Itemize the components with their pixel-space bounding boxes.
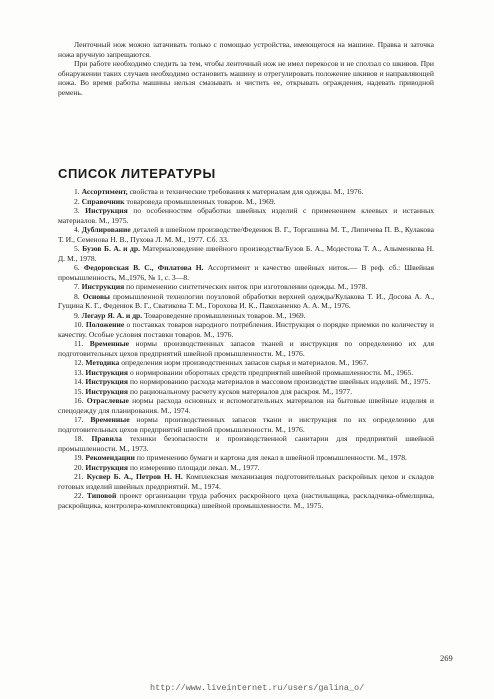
reference-text: о поставках товаров народного потребления. Инструкция о порядке приемки по количеству и качеству. Особые условия поставки товаров. М., 1976. bbox=[58, 320, 434, 339]
reference-text: проект организации труда рабочих раскройного цеха (настилыщика, раскладчика-обмелщика, раскройщика, контролера-комплектовщика) швейной промышленности. М., 1975. bbox=[58, 491, 435, 510]
reference-item bbox=[58, 368, 434, 378]
reference-text: Комплексная механизация подготовительных раскройных цехов и складов готовых изделий швейных предприятий. М., 1974. bbox=[58, 472, 434, 491]
reference-item bbox=[58, 311, 434, 321]
reference-number: 18. bbox=[74, 434, 84, 443]
reference-item bbox=[58, 263, 434, 282]
reference-text: определения норм производственных запасов сырья и материалов. М., 1967. bbox=[121, 358, 369, 367]
reference-text: по рациональному расчету кусков материалов для раскроя. М., 1977. bbox=[129, 386, 353, 396]
reference-number: 14. bbox=[74, 377, 84, 386]
reference-text: промышленной технологии поузловой обработки верхней одежды/Кулакова Т. И., Досова А. А., Гущина К. Г., Феденюк В. Г., Сватикова Т. М., Горохова И. К., Пакоханенко А. А. М., 1976. bbox=[58, 291, 435, 310]
reference-number: 2. bbox=[74, 196, 80, 206]
references-list bbox=[58, 187, 434, 510]
reference-item bbox=[58, 187, 434, 197]
reference-text: по нормированию расхода материалов в массовом производстве швейных изделий. М., 1975. bbox=[129, 377, 431, 386]
reference-number: 12. bbox=[74, 358, 84, 367]
reference-lead: Кусвер Б. А., Петров Н. Н. bbox=[86, 472, 183, 481]
reference-number: 20. bbox=[74, 462, 84, 472]
reference-item bbox=[58, 282, 434, 292]
reference-text: нормы производственных запасов ткани и инструкция по их определению для подготовительных цехов предприятий швейной промышленности. М., 1976. bbox=[58, 415, 434, 434]
reference-text: Ассортимент и качество швейных ниток.— В реф. сб.: Швейная промышленность, М.,1976, № 1, с. 3—8. bbox=[58, 263, 434, 282]
reference-item bbox=[58, 206, 434, 225]
reference-lead: Справочник bbox=[81, 196, 125, 206]
reference-lead: Легаур Я. А. и др. bbox=[81, 310, 143, 320]
reference-lead: Основы bbox=[82, 291, 110, 301]
reference-number: 19. bbox=[74, 453, 84, 462]
reference-lead: Отраслевые bbox=[86, 396, 129, 405]
reference-lead: Инструкция bbox=[85, 206, 128, 215]
reference-item bbox=[58, 244, 434, 263]
reference-lead: Положение bbox=[85, 320, 125, 329]
reference-lead: Инструкция bbox=[85, 377, 129, 386]
reference-text: по применению синтетических ниток при изготовлении одежды. М., 1978. bbox=[126, 282, 368, 291]
reference-text: свойства и технические требования к материалам для одежды. М., 1976. bbox=[129, 187, 364, 196]
reference-text: о нормировании оборотных средств предприятий швейной промышленности. М., 1965. bbox=[129, 367, 414, 377]
reference-number: 3. bbox=[74, 206, 80, 215]
reference-number: 13. bbox=[74, 367, 84, 377]
reference-text: деталей в швейном производстве/Феденюк В. Г., Торгашина М. Т., Липичева П. В., Кулакова Т. И., Семенова Н. В., Пухова Л. М. М., 1977. Сб. 33. bbox=[58, 225, 434, 244]
reference-number: 1. bbox=[74, 187, 80, 196]
reference-text: по измерению площади лекал. М., 1977. bbox=[129, 462, 260, 472]
reference-item bbox=[58, 197, 434, 207]
reference-text: нормы производственных запасов тканей и инструкция по определению их для подготовительных цехов предприятий швейной промышленности. М., 1976. bbox=[58, 339, 434, 358]
reference-text: Товароведение промышленных товаров. М., 1969. bbox=[144, 310, 306, 320]
reference-lead: Временные bbox=[89, 339, 130, 348]
reference-number: 21. bbox=[74, 472, 84, 481]
reference-number: 4. bbox=[74, 225, 80, 234]
reference-item bbox=[58, 472, 434, 491]
reference-item bbox=[58, 434, 434, 453]
reference-number: 8. bbox=[74, 291, 80, 301]
reference-item bbox=[58, 415, 434, 434]
reference-number: 7. bbox=[74, 282, 80, 291]
reference-number: 5. bbox=[74, 244, 80, 253]
watermark-url: http://www.liveinternet.ru/users/galina_o/ bbox=[150, 683, 365, 693]
intro-paragraph: При работе необходимо следить за тем, чтобы ленточный нож не имел перекосов и не сползал со шкивов. При обнаружении таких случаев необходимо остановить машину и отрегулировать положение шкивов и направляющей ножа. Во время работы машины нельзя смазывать и чистить ее, открывать ограждения, надевать приводной ремень. bbox=[58, 59, 434, 97]
reference-lead: Бузов Б. А. и др. bbox=[82, 244, 140, 253]
reference-text: техники безопасности и производственной санитарии для предприятий швейной промышленности. М., 1973. bbox=[58, 434, 434, 453]
reference-text: нормы расхода основных и вспомогательных материалов на бытовые швейные изделия и спецодежду для планирования. М., 1974. bbox=[58, 396, 434, 415]
reference-item bbox=[58, 463, 434, 473]
reference-lead: Методика bbox=[85, 358, 120, 367]
reference-lead: Временные bbox=[90, 415, 130, 424]
intro-section bbox=[58, 40, 434, 98]
reference-number: 16. bbox=[74, 396, 84, 405]
reference-item bbox=[58, 320, 434, 339]
reference-lead: Инструкция bbox=[85, 462, 129, 472]
reference-number: 22. bbox=[74, 491, 84, 500]
page-number: 269 bbox=[440, 653, 453, 663]
reference-item bbox=[58, 453, 434, 463]
references-heading: СПИСОК ЛИТЕРАТУРЫ bbox=[58, 166, 216, 181]
reference-item bbox=[58, 339, 434, 358]
intro-paragraph: Ленточный нож можно затачивать только с помощью устройства, имеющегося на машине. Правка и заточка ножа вручную запрещаются. bbox=[58, 40, 434, 59]
reference-lead: Типовой bbox=[86, 491, 117, 500]
reference-item bbox=[58, 387, 434, 397]
reference-item bbox=[58, 292, 434, 311]
reference-item bbox=[58, 225, 434, 244]
reference-lead: Инструкция bbox=[81, 282, 125, 291]
reference-lead: Дублирование bbox=[81, 225, 131, 234]
reference-text: Материаловедение швейного производства/Бузов Б. А., Модестова Т. А., Алыменкова Н. Д. М., 1978. bbox=[58, 244, 435, 263]
reference-lead: Федоровская В. С., Филатова Н. bbox=[83, 263, 204, 272]
reference-item bbox=[58, 396, 434, 415]
reference-number: 6. bbox=[74, 263, 80, 272]
reference-number: 17. bbox=[74, 415, 84, 424]
reference-text: товароведа промышленных товаров. М., 1969. bbox=[126, 196, 276, 206]
reference-lead: Рекомендации bbox=[85, 453, 135, 462]
reference-text: по особенностям обработки швейных изделий с применением клеевых и истанных материалов. М., 1975. bbox=[58, 206, 434, 225]
reference-item bbox=[58, 377, 434, 387]
reference-lead: Правила bbox=[91, 434, 122, 443]
reference-item bbox=[58, 358, 434, 368]
reference-number: 9. bbox=[74, 310, 80, 320]
reference-number: 15. bbox=[74, 386, 84, 396]
reference-lead: Ассортимент, bbox=[81, 187, 128, 196]
reference-lead: Инструкция bbox=[85, 367, 129, 377]
reference-lead: Инструкция bbox=[85, 386, 129, 396]
reference-number: 10. bbox=[74, 320, 84, 329]
reference-item bbox=[58, 491, 434, 510]
reference-number: 11. bbox=[74, 339, 84, 348]
reference-text: по применению бумаги и картона для лекал в швейной промышленности. М., 1978. bbox=[136, 453, 407, 462]
